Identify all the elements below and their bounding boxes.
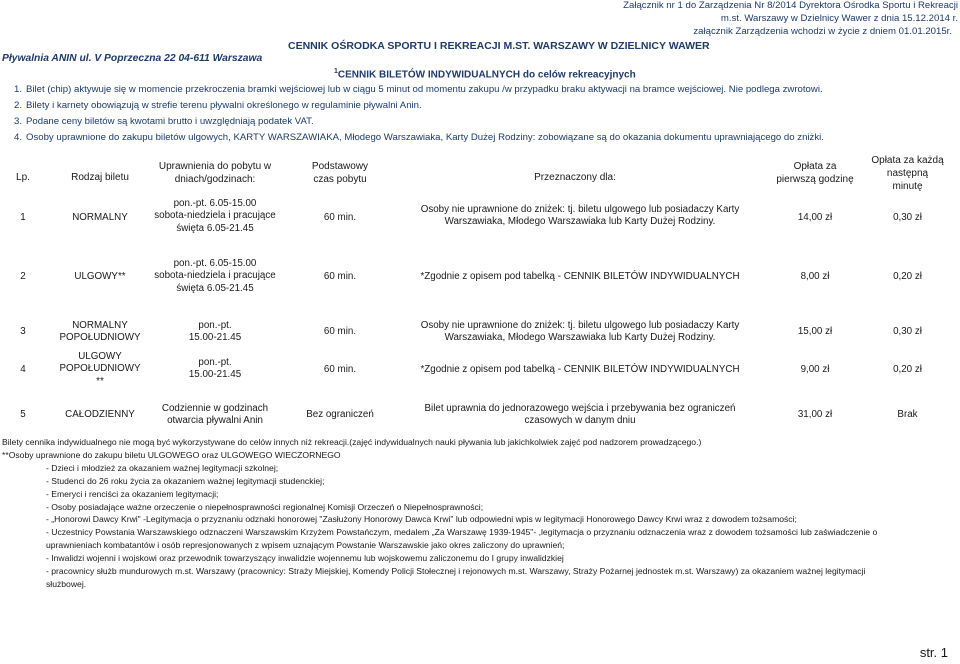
col-header-type: Rodzaj biletu <box>71 172 129 183</box>
cell-type <box>50 351 150 388</box>
col-header-next-minute-line: następną <box>886 168 929 179</box>
cell-days-line: pon.-pt. 6.05-15.00 <box>173 258 257 269</box>
cell-lp: 4 <box>20 364 26 375</box>
note-line: - pracownicy służb mundurowych m.st. Warszawy (pracownicy: Straży Miejskiej, Komendy Policji Stołecznej i rejonowych m.st. Warszawy, Straży Pożarnej jednostek m.st. Warszawy) za okazaniem ważnej legitymacji <box>46 566 866 577</box>
rule-number: 4. <box>13 132 22 143</box>
cell-days-line: pon.-pt. <box>198 357 232 368</box>
price-list-title: CENNIK OŚRODKA SPORTU I REKREACJI M.ST. WARSZAWY W DZIELNICY WAWER <box>288 40 710 52</box>
cell-type-line: POPOŁUDNIOWY <box>59 332 141 344</box>
note-line: - Inwalidzi wojenni i wojskowi oraz przewodnik towarzyszący inwalidzie wojennemu lub wojskowemu zaliczonemu do I grupy inwalidzkiej <box>46 553 564 564</box>
cell-target-line: czasowych w danym dniu <box>524 415 636 427</box>
attachment-line-3: załącznik Zarządzenia wchodzi w życie z dniem 01.01.2015r. <box>693 26 952 37</box>
cell-time: 60 min. <box>323 212 357 223</box>
note-line: - Osoby posiadające ważne orzeczenie o niepełnosprawności regionalnej Komisji Orzeczeń o Niepełnosprawności; <box>46 501 484 512</box>
section-title-text: CENNIK BILETÓW INDYWIDUALNYCH do celów rekreacyjnych <box>337 69 636 81</box>
cell-days-line: Codziennie w godzinach <box>161 403 269 414</box>
cell-next-minute: 0,20 zł <box>893 271 922 282</box>
note-line: - Studenci do 26 roku życia za okazaniem ważnej legitymacji studenckiej; <box>46 475 325 486</box>
cell-type-line: ULGOWY <box>78 351 122 362</box>
cell-target: *Zgodnie z opisem pod tabelką - CENNIK BILETÓW INDYWIDUALNYCH <box>420 364 740 375</box>
cell-lp: 1 <box>20 212 26 223</box>
notes-block <box>2 436 877 591</box>
cell-target-line: Warszawiaka, Młodego Warszawiaka lub Karty Dużej Rodziny. <box>444 216 716 228</box>
pool-name: Pływalnia ANIN <box>2 53 77 64</box>
note-line: - Dzieci i młodzież za okazaniem ważnej legitymacji szkolnej; <box>46 462 279 473</box>
rule-item <box>0 84 824 100</box>
rule-text: Osoby uprawnione do zakupu biletów ulgowych, KARTY WARSZAWIAKA, Młodego Warszawiaka, Karty Dużej Rodziny: zobowiązane są do okazania dokumentu uprawniającego do zniżki. <box>26 132 824 143</box>
cell-next-minute: 0,30 zł <box>893 326 922 337</box>
cell-days <box>150 403 280 428</box>
note-line: - „Honorowi Dawcy Krwi" -Legitymacja o przyznaniu odznaki honorowej "Zasłużony Honorowy Dawca Krwi" lub odpowiedni wpis w legitymacji Honorowego Dawcy Krwi wraz z dowodem tożsamości; <box>46 514 797 525</box>
rule-text: Bilety i karnety obowiązują w strefie terenu pływalni określonego w regulaminie pływalni Anin. <box>26 100 422 111</box>
note-line: służbowej. <box>46 578 87 589</box>
cell-type-line: NORMALNY <box>72 320 128 331</box>
cell-target-line: Osoby nie uprawnione do zniżek: tj. biletu ulgowego lub posiadaczy Karty <box>420 204 740 215</box>
cell-first-hour: 8,00 zł <box>800 271 830 282</box>
cell-lp: 3 <box>20 326 26 337</box>
cell-type <box>50 320 150 345</box>
cell-first-hour: 31,00 zł <box>797 409 833 420</box>
cell-days-line: 15.00-21.45 <box>188 332 242 344</box>
cell-lp: 2 <box>20 271 26 282</box>
cell-days <box>150 258 280 295</box>
cell-days-line: sobota-niedziela i pracujące <box>154 210 276 222</box>
section-title-sup: 1 <box>334 68 338 75</box>
cell-days-line: pon.-pt. <box>198 320 232 331</box>
col-header-days <box>150 160 280 186</box>
rule-number: 3. <box>13 116 22 127</box>
note-line: **Osoby uprawnione do zakupu biletu ULGOWEGO oraz ULGOWEGO WIECZORNEGO <box>2 449 341 460</box>
note-line: - Uczestnicy Powstania Warszawskiego odznaczeni Warszawskim Krzyżem Powstańczym, medalem „Za Warszawę 1939-1945"- ,legitymacja o przyznaniu odznaczenia wraz z dowodem tożsamości lub zaświadczenie o <box>46 527 878 538</box>
col-header-days-line: dniach/godzinach: <box>174 174 256 185</box>
cell-days-line: święta 6.05-21.45 <box>176 222 254 234</box>
cell-target: *Zgodnie z opisem pod tabelką - CENNIK BILETÓW INDYWIDUALNYCH <box>420 271 740 282</box>
cell-first-hour: 9,00 zł <box>800 364 830 375</box>
col-header-time-line: Podstawowy <box>311 161 369 172</box>
section-title <box>334 68 636 80</box>
cell-time: 60 min. <box>323 326 357 337</box>
cell-type-line: ** <box>96 375 104 387</box>
pool-heading <box>2 53 262 64</box>
col-header-days-line: Uprawnienia do pobytu w <box>158 161 272 172</box>
col-header-next-minute-line: minutę <box>892 181 923 192</box>
cell-days <box>150 198 280 235</box>
cell-next-minute: 0,20 zł <box>893 364 922 375</box>
note-line: Bilety cennika indywidualnego nie mogą być wykorzystywane do celów innych niż rekreacji.(zajęć indywidualnych nauki pływania lub jakichkolwiek zajęć pod nadzorem prowadzącego.) <box>2 437 702 447</box>
rule-item <box>0 116 824 132</box>
col-header-target: Przeznaczony dla: <box>534 172 616 183</box>
note-line: uprawnieniach kombatantów i osób represjonowanych z wpisem uznającym Powstanie Warszawskie jako okres zaliczony do uprawnień; <box>46 540 565 551</box>
rule-text: Bilet (chip) aktywuje się w momencie przekroczenia bramki wejściowej lub w ciągu 5 minut od momentu zakupu /w przypadku braku aktywacji na bramce wejściowej. Nie podlega zwrotowi. <box>26 84 823 95</box>
cell-next-minute: Brak <box>897 409 918 420</box>
cell-type: CAŁODZIENNY <box>65 409 135 420</box>
cell-first-hour: 14,00 zł <box>797 212 833 223</box>
cell-target <box>395 204 765 229</box>
col-header-next-minute <box>855 154 960 193</box>
cell-type-line: POPOŁUDNIOWY <box>59 363 141 375</box>
col-header-time-line: czas pobytu <box>313 174 367 185</box>
col-header-next-minute-line: Opłata za każdą <box>871 155 944 166</box>
col-header-first-hour-line: Opłata za <box>793 161 837 172</box>
rules-list <box>0 84 824 148</box>
cell-days-line: święta 6.05-21.45 <box>176 282 254 294</box>
cell-target-line: Bilet uprawnia do jednorazowego wejścia i przebywania bez ograniczeń <box>424 403 736 414</box>
cell-type: ULGOWY** <box>74 271 126 282</box>
cell-time: Bez ograniczeń <box>306 409 374 420</box>
col-header-time <box>290 160 390 186</box>
cell-days-line: sobota-niedziela i pracujące <box>154 270 276 282</box>
col-header-lp: Lp. <box>16 172 30 183</box>
cell-target-line: Warszawiaka, Młodego Warszawiaka lub Karty Dużej Rodziny. <box>444 332 716 344</box>
rule-number: 1. <box>13 84 22 95</box>
col-header-first-hour-line: pierwszą godzinę <box>776 174 854 185</box>
cell-days-line: pon.-pt. 6.05-15.00 <box>173 198 257 209</box>
rule-item <box>0 132 824 148</box>
rule-text: Podane ceny biletów są kwotami brutto i uwzględniają podatek VAT. <box>26 116 314 127</box>
cell-days-line: otwarcia pływalni Anin <box>167 415 263 427</box>
cell-target-line: Osoby nie uprawnione do zniżek: tj. biletu ulgowego lub posiadaczy Karty <box>420 320 740 331</box>
cell-target <box>395 320 765 345</box>
cell-lp: 5 <box>20 409 26 420</box>
cell-target <box>395 403 765 428</box>
note-line: - Emeryci i renciści za okazaniem legitymacji; <box>46 488 219 499</box>
page-number: str. 1 <box>919 645 948 660</box>
cell-time: 60 min. <box>323 364 357 375</box>
attachment-line-1: Załącznik nr 1 do Zarządzenia Nr 8/2014 Dyrektora Ośrodka Sportu i Rekreacji <box>623 0 958 11</box>
cell-time: 60 min. <box>323 271 357 282</box>
cell-next-minute: 0,30 zł <box>893 212 922 223</box>
rule-number: 2. <box>13 100 22 111</box>
attachment-line-2: m.st. Warszawy w Dzielnicy Wawer z dnia 15.12.2014 r. <box>720 13 958 24</box>
cell-type: NORMALNY <box>72 212 128 223</box>
cell-first-hour: 15,00 zł <box>797 326 833 337</box>
pool-address: ul. V Poprzeczna 22 04-611 Warszawa <box>79 53 263 64</box>
cell-days <box>150 357 280 382</box>
cell-days <box>150 320 280 345</box>
rule-item <box>0 100 824 116</box>
cell-days-line: 15.00-21.45 <box>188 369 242 381</box>
